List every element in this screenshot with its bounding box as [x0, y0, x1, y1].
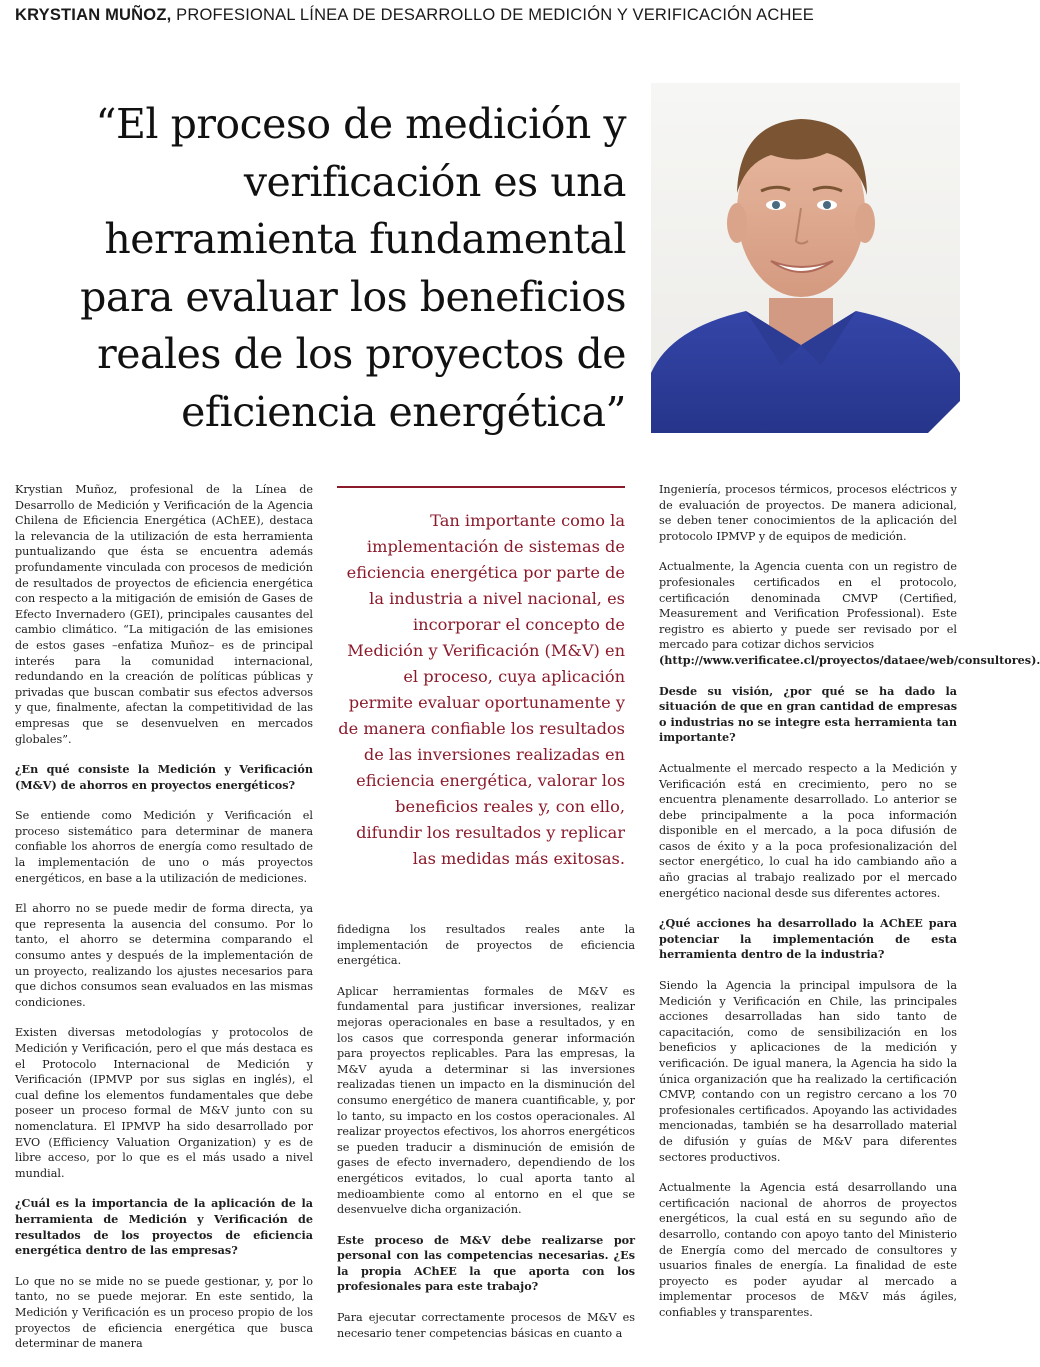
interview-question: ¿Qué acciones ha desarrollado la AChEE para potenciar la implementación de esta herramienta dentro de la industria?	[659, 916, 957, 962]
interview-question: ¿En qué consiste la Medición y Verificación (M&V) de ahorros en proyectos energéticos?	[15, 762, 313, 792]
paragraph: Se entiende como Medición y Verificación el proceso sistemático para determinar de manera confiable los ahorros de energía como resultado de la implementación de uno o más proyectos energéticos, en base a la utilización de mediciones.	[15, 809, 313, 885]
headline-quote: “El proceso de medición y verificación es una herramienta fundamental para evaluar los beneficios reales de los proyectos de eficiencia energética”	[80, 100, 626, 436]
article-column-1	[15, 482, 313, 1367]
paragraph: Aplicar herramientas formales de M&V es fundamental para justificar inversiones, realizar mejoras operacionales en base a resultados, y en los casos que corresponda generar información para proyectos replicables. Para las empresas, la M&V ayuda a determinar si las inversiones realizadas tienen un impacto en la disminución del consumo energético de manera cuantificable, y, por lo tanto, su impacto en los costos operacionales. Al realizar proyectos efectivos, los ahorros energéticos se pueden traducir a disminución de emisión de gases de efecto invernadero, dependiendo de los energéticos evitados, lo cual aporta tanto al medioambiente como al entorno en el que se desenvuelve dicha organización.	[337, 984, 635, 1217]
interview-question: Desde su visión, ¿por qué se ha dado la situación de que en gran cantidad de empresas o industrias no se integre esta herramienta tan importante?	[659, 683, 957, 745]
paragraph: Actualmente, la Agencia cuenta con un registro de profesionales certificados en el protocolo, certificación denominada CMVP (Certified, Measurement and Verification Professional). Este registro es abierto y puede ser revisado por el mercado para cotizar dichos servicios	[659, 560, 957, 652]
author-name: KRYSTIAN MUÑOZ,	[15, 6, 172, 24]
paragraph: Actualmente el mercado respecto a la Medición y Verificación está en crecimiento, pero no se encuentra plenamente desarrollado. Lo anterior se debe principalmente a la poca información disponible en el mercado, a la poca difusión de casos de éxito y a la poca profesionalización del sector energético, lo cual ha ido cambiando año a año gracias al trabajo realizado por el mercado energético nacional desde sus diferentes actores.	[659, 761, 957, 900]
paragraph: Para ejecutar correctamente procesos de M&V es necesario tener competencias básicas en cuanto a	[337, 1311, 635, 1340]
pullquote: Tan importante como la implementación de sistemas de eficiencia energética por parte de la industria a nivel nacional, es incorporar el concepto de Medición y Verificación (M&V) en el proceso, cuya aplicación permite evaluar oportunamente y de manera confiable los resultados de las inversiones realizadas en eficiencia energética, valorar los beneficios reales y, con ello, difundir los resultados y replicar las medidas más exitosas.	[338, 511, 625, 868]
paragraph: Lo que no se mide no se puede gestionar, y, por lo tanto, no se puede mejorar. En este sentido, la Medición y Verificación es un proceso propio de los proyectos de eficiencia energética que busca determinar de manera	[15, 1274, 313, 1351]
interview-question: Este proceso de M&V debe realizarse por personal con las competencias necesarias. ¿Es la propia AChEE la que aporta con los profesionales para este trabajo?	[337, 1232, 635, 1294]
portrait-photo	[651, 83, 960, 433]
paragraph: Existen diversas metodologías y protocolos de Medición y Verificación, pero el que más destaca es el Protocolo Internacional de Medición y Verificación (IPMVP por sus siglas en inglés), el cual define los elementos fundamentales que debe poseer un proceso formal de M&V junto con su nomenclatura. El IPMVP ha sido desarrollado por EVO (Efficiency Valuation Organization) y es de libre acceso, por lo que es el más usado a nivel mundial.	[15, 1026, 313, 1180]
consultants-url: (http://www.verificatee.cl/proyectos/dataee/web/consultores).	[659, 652, 1040, 667]
interview-question: ¿Cuál es la importancia de la aplicación de la herramienta de Medición y Verificación de resultados de los proyectos de eficiencia energética dentro de las empresas?	[15, 1196, 313, 1258]
paragraph: fidedigna los resultados reales ante la implementación de proyectos de eficiencia energética.	[337, 923, 635, 968]
page-corner-fold	[928, 401, 960, 433]
portrait-illustration	[651, 83, 960, 433]
author-role: PROFESIONAL LÍNEA DE DESARROLLO DE MEDICIÓN Y VERIFICACIÓN ACHEE	[171, 6, 814, 24]
paragraph: Actualmente la Agencia está desarrollando una certificación nacional de ahorros de proyectos energéticos, la cual está en su segundo año de desarrollo, contando con apoyo tanto del Ministerio de Energía como del mercado de consultores y usuarios finales de energía. La finalidad de este proyecto es poder ayudar al mercado a implementar procesos de M&V más ágiles, confiables y transparentes.	[659, 1181, 957, 1319]
pullquote-rule	[337, 486, 625, 488]
article-column-2	[337, 922, 635, 1356]
article-header	[15, 6, 965, 25]
paragraph: El ahorro no se puede medir de forma directa, ya que representa la ausencia del consumo. Por lo tanto, el ahorro se determina comparando el consumo antes y después de la implementación de un proyecto, realizando los ajustes necesarios para que dichos consumos sean evaluados en las mismas condiciones.	[15, 902, 313, 1009]
paragraph: Siendo la Agencia la principal impulsora de la Medición y Verificación en Chile, las principales acciones desarrolladas han sido tanto de capacitación, como de sensibilización en los beneficios y aplicaciones de la medición y verificación. De igual manera, la Agencia ha sido la única organización que ha realizado la certificación CMVP, contando con un registro cercano a los 70 profesionales certificados. Apoyando las actividades mencionadas, también se ha desarrollado material de difusión y guías de M&V para diferentes sectores productivos.	[659, 979, 957, 1164]
article-column-3	[659, 482, 1040, 1336]
paragraph: Ingeniería, procesos térmicos, procesos eléctricos y de evaluación de proyectos. De manera adicional, se deben tener conocimientos de la aplicación del protocolo IPMVP y de equipos de medición.	[659, 483, 957, 543]
paragraph: Krystian Muñoz, profesional de la Línea de Desarrollo de Medición y Verificación de la Agencia Chilena de Eficiencia Energética (AChEE), destaca la relevancia de la utilización de esta herramienta puntualizando que ésta se encuentra además profundamente vinculada con procesos de medición de resultados de proyectos de eficiencia energética con respecto a la mitigación de emisión de Gases de Efecto Invernadero (GEI), principales causantes del cambio climático. “La mitigación de las emisiones de estos gases –enfatiza Muñoz– es de principal interés para la comunidad internacional, redundando en la creación de políticas públicas y privadas que buscan combatir sus efectos adversos y que, finalmente, afectan la competitividad de las empresas que se desenvuelven en mercados globales”.	[15, 483, 313, 746]
